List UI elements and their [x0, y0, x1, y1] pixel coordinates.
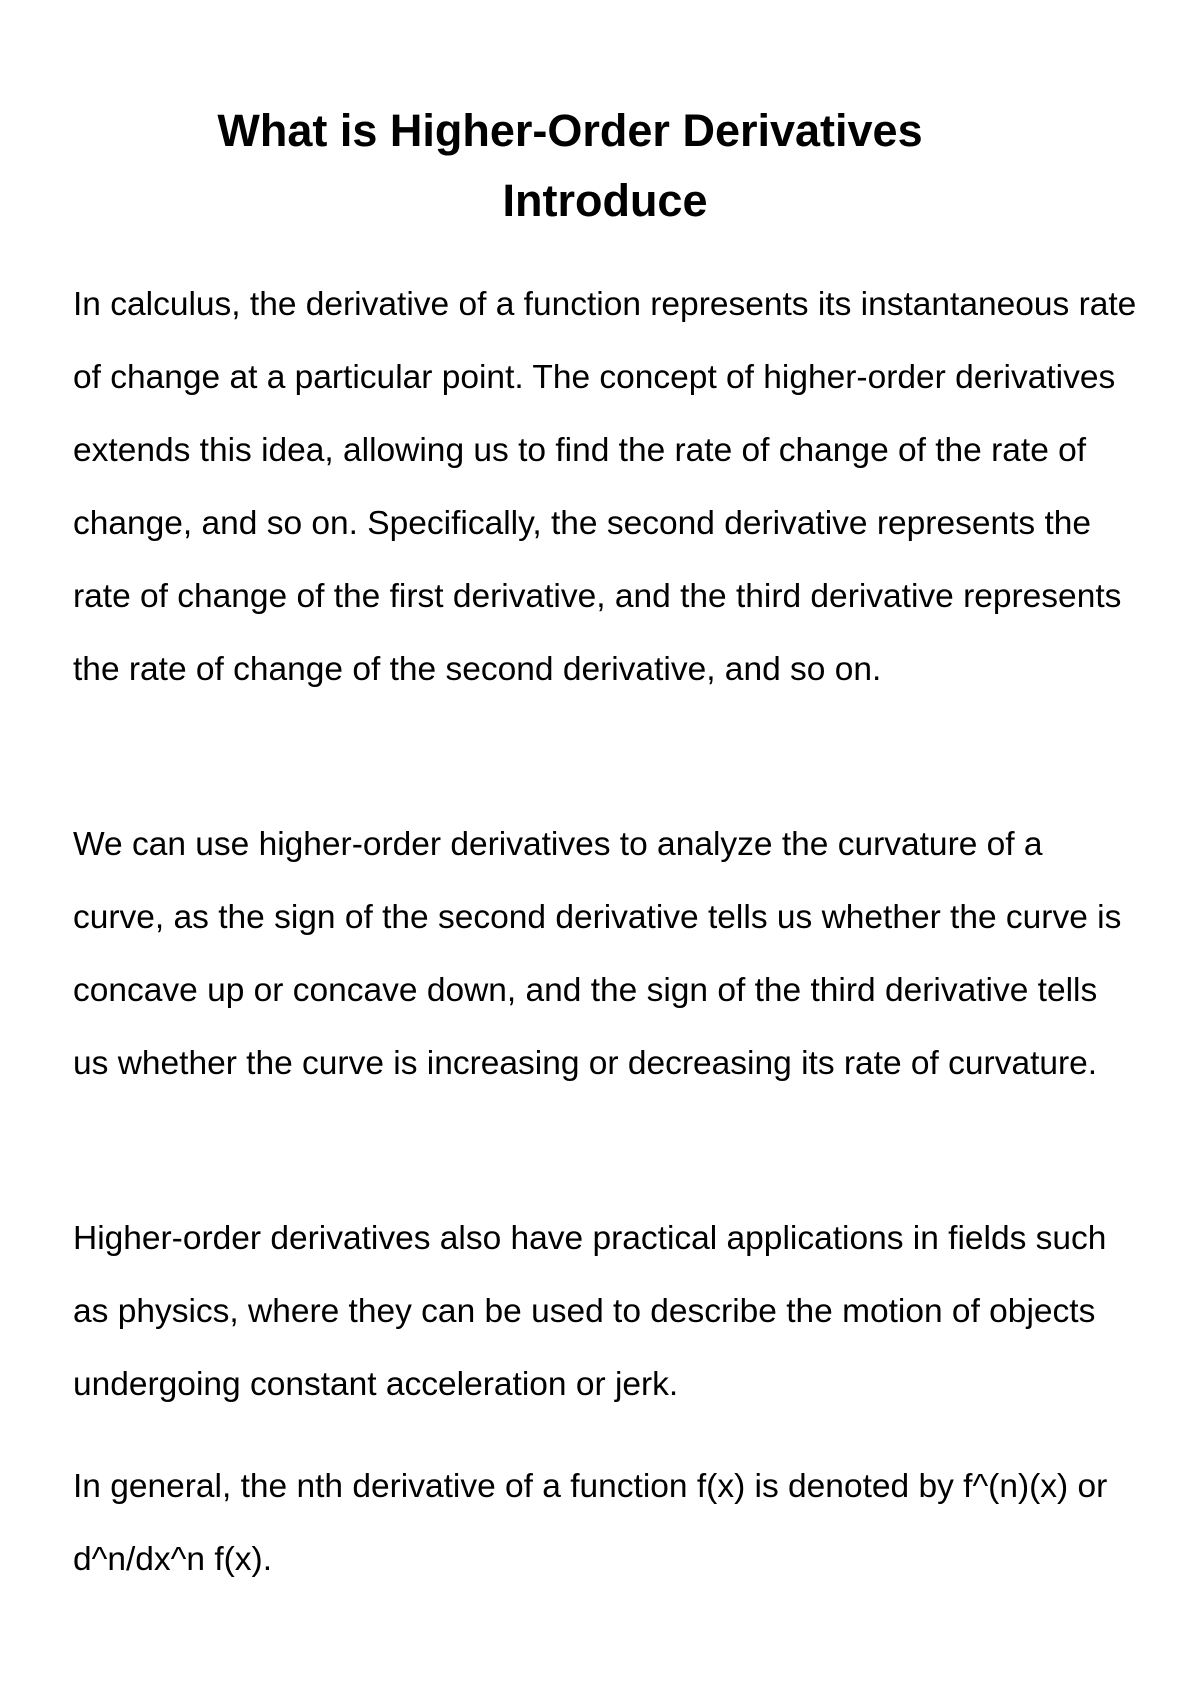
document-title-continued: Introduce — [502, 175, 708, 226]
paragraph-notation: In general, the nth derivative of a function f(x) is denoted by f^(n)(x) or d^n/dx^n f(x). — [73, 1468, 1108, 1578]
paragraph-applications: Higher-order derivatives also have practical applications in fields such as physics, where they can be used to describe the motion of objects undergoing constant acceleration or jerk. — [73, 1220, 1107, 1403]
paragraph-derivative-definition: In calculus, the derivative of a function represents its instantaneous rate of change at a particular point. The concept of higher-order derivatives extends this idea, allowing us to find the rate of change of the rate of change, and so on. Specifically, the second derivative represents the rate of change of the first derivative, and the third derivative represents the rate of change of the second derivative, and so on. — [73, 286, 1137, 688]
document-title: What is Higher-Order Derivatives — [217, 105, 923, 156]
paragraph-curvature: We can use higher-order derivatives to analyze the curvature of a curve, as the sign of the second derivative tells us whether the curve is concave up or concave down, and the sign of the third derivative tells us whether the curve is increasing or decreasing its rate of curvature. — [73, 826, 1122, 1082]
